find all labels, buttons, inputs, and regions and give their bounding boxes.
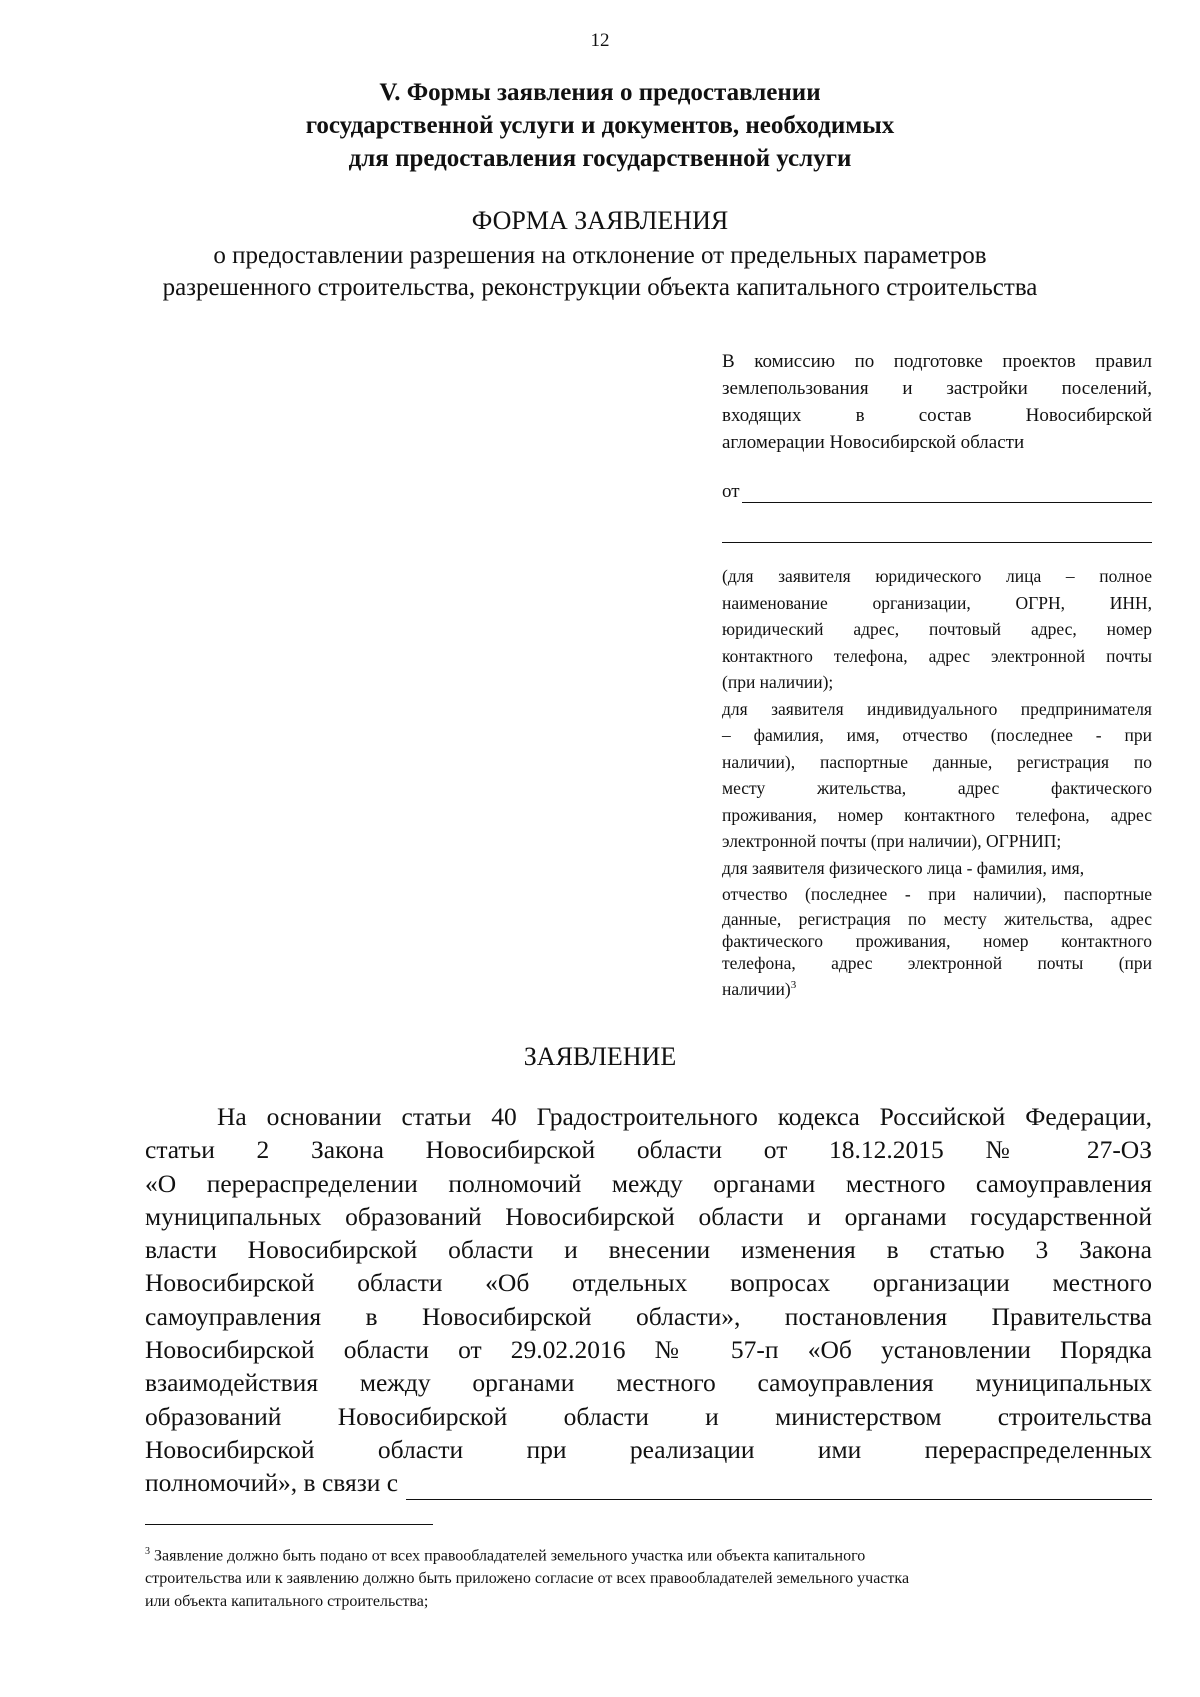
body-last-line — [145, 1466, 1152, 1499]
footnote-number: 3 — [145, 1546, 150, 1557]
body-line: самоуправления в Новосибирской области», постановления Правительства — [145, 1301, 1152, 1331]
section-title-line: государственной услуги и документов, необходимых — [305, 112, 895, 139]
section-title-line: для предоставления государственной услуги — [348, 145, 852, 172]
body-line: образований Новосибирской области и министерством строительства — [145, 1401, 1152, 1431]
hint-line: юридический адрес, почтовый адрес, номер — [722, 619, 1152, 639]
reason-blank-line[interactable] — [406, 1473, 1152, 1500]
form-subtitle-line: разрешенного строительства, реконструкции объекта капитального строительства — [162, 274, 1038, 301]
body-line: статьи 2 Закона Новосибирской области от 18.12.2015 № 27-ОЗ — [145, 1135, 1152, 1165]
body-line: полномочий», в связи с — [145, 1468, 399, 1498]
section-title-line: V. Формы заявления о предоставлении — [379, 79, 821, 106]
statement-body — [145, 1100, 1152, 1500]
body-line: муниципальных образований Новосибирской области и органами государственной — [145, 1201, 1152, 1231]
addressee-line: входящих в состав Новосибирской — [722, 405, 1152, 426]
hint-line: фактического проживания, номер контактного — [722, 930, 1152, 951]
applicant-info-hint — [722, 563, 1152, 999]
footnote-reference: 3 — [790, 978, 797, 991]
hint-line: для заявителя индивидуального предпринимателя — [722, 698, 1152, 719]
hint-line: электронной почты (при наличии), ОГРНИП; — [722, 831, 1062, 851]
hint-line: для заявителя физического лица - фамилия, имя, — [722, 857, 1085, 878]
body-line: Новосибирской области «Об отдельных вопросах организации местного — [145, 1268, 1152, 1298]
hint-line: проживания, номер контактного телефона, адрес — [722, 804, 1152, 825]
applicant-blank-line[interactable] — [722, 542, 1152, 543]
from-field — [722, 480, 1152, 503]
form-subtitle — [100, 240, 1100, 304]
body-line: «О перераспределении полномочий между органами местного самоуправления — [145, 1168, 1152, 1198]
hint-line: наличии), паспортные данные, регистрация по — [722, 751, 1152, 772]
from-blank-line[interactable] — [742, 480, 1152, 503]
page-number: 12 — [590, 30, 610, 51]
hint-line-text: наличии) — [722, 978, 791, 999]
hint-line — [722, 974, 1152, 1000]
body-line: Новосибирской области при реализации ими перераспределенных — [145, 1434, 1152, 1464]
addressee-line: В комиссию по подготовке проектов правил — [722, 351, 1152, 372]
body-line: Новосибирской области от 29.02.2016 № 57-п «Об установлении Порядка — [145, 1335, 1152, 1365]
footnote-separator — [145, 1524, 433, 1525]
hint-line: месту жительства, адрес фактического — [722, 778, 1152, 798]
body-line: взаимодействия между органами местного самоуправления муниципальных — [145, 1368, 1152, 1398]
hint-line: (при наличии); — [722, 672, 834, 692]
hint-line: данные, регистрация по месту жительства, адрес — [722, 908, 1152, 929]
addressee-line: землепользования и застройки поселений, — [722, 378, 1152, 399]
footnote-text: Заявление должно быть подано от всех правообладателей земельного участка или объекта капитального — [150, 1547, 866, 1565]
hint-line: наименование организации, ОГРН, ИНН, — [722, 592, 1152, 613]
body-line: власти Новосибирской области и внесении изменения в статью 3 Закона — [145, 1235, 1152, 1265]
addressee-line: агломерации Новосибирской области — [722, 432, 1025, 453]
hint-line: (для заявителя юридического лица – полное — [722, 566, 1152, 586]
body-line: На основании статьи 40 Градостроительного кодекса Российской Федерации, — [217, 1102, 1152, 1131]
hint-line: отчество (последнее - при наличии), паспортные — [722, 884, 1152, 904]
form-subtitle-line: о предоставлении разрешения на отклонение от предельных параметров — [213, 242, 987, 269]
footnote — [145, 1540, 1145, 1613]
addressee-block — [722, 348, 1152, 456]
hint-line: телефона, адрес электронной почты (при — [722, 952, 1152, 973]
form-title: ФОРМА ЗАЯВЛЕНИЯ — [471, 206, 729, 235]
footnote-line — [145, 1540, 1145, 1567]
statement-title: ЗАЯВЛЕНИЕ — [523, 1042, 677, 1071]
footnote-line: строительства или к заявлению должно быть приложено согласие от всех правообладателей земельного участка — [145, 1570, 910, 1588]
from-label: от — [722, 481, 740, 502]
footnote-line: или объекта капитального строительства; — [145, 1593, 429, 1611]
section-title — [140, 76, 1060, 175]
hint-line: – фамилия, имя, отчество (последнее - при — [722, 725, 1152, 745]
hint-line: контактного телефона, адрес электронной почты — [722, 645, 1152, 666]
